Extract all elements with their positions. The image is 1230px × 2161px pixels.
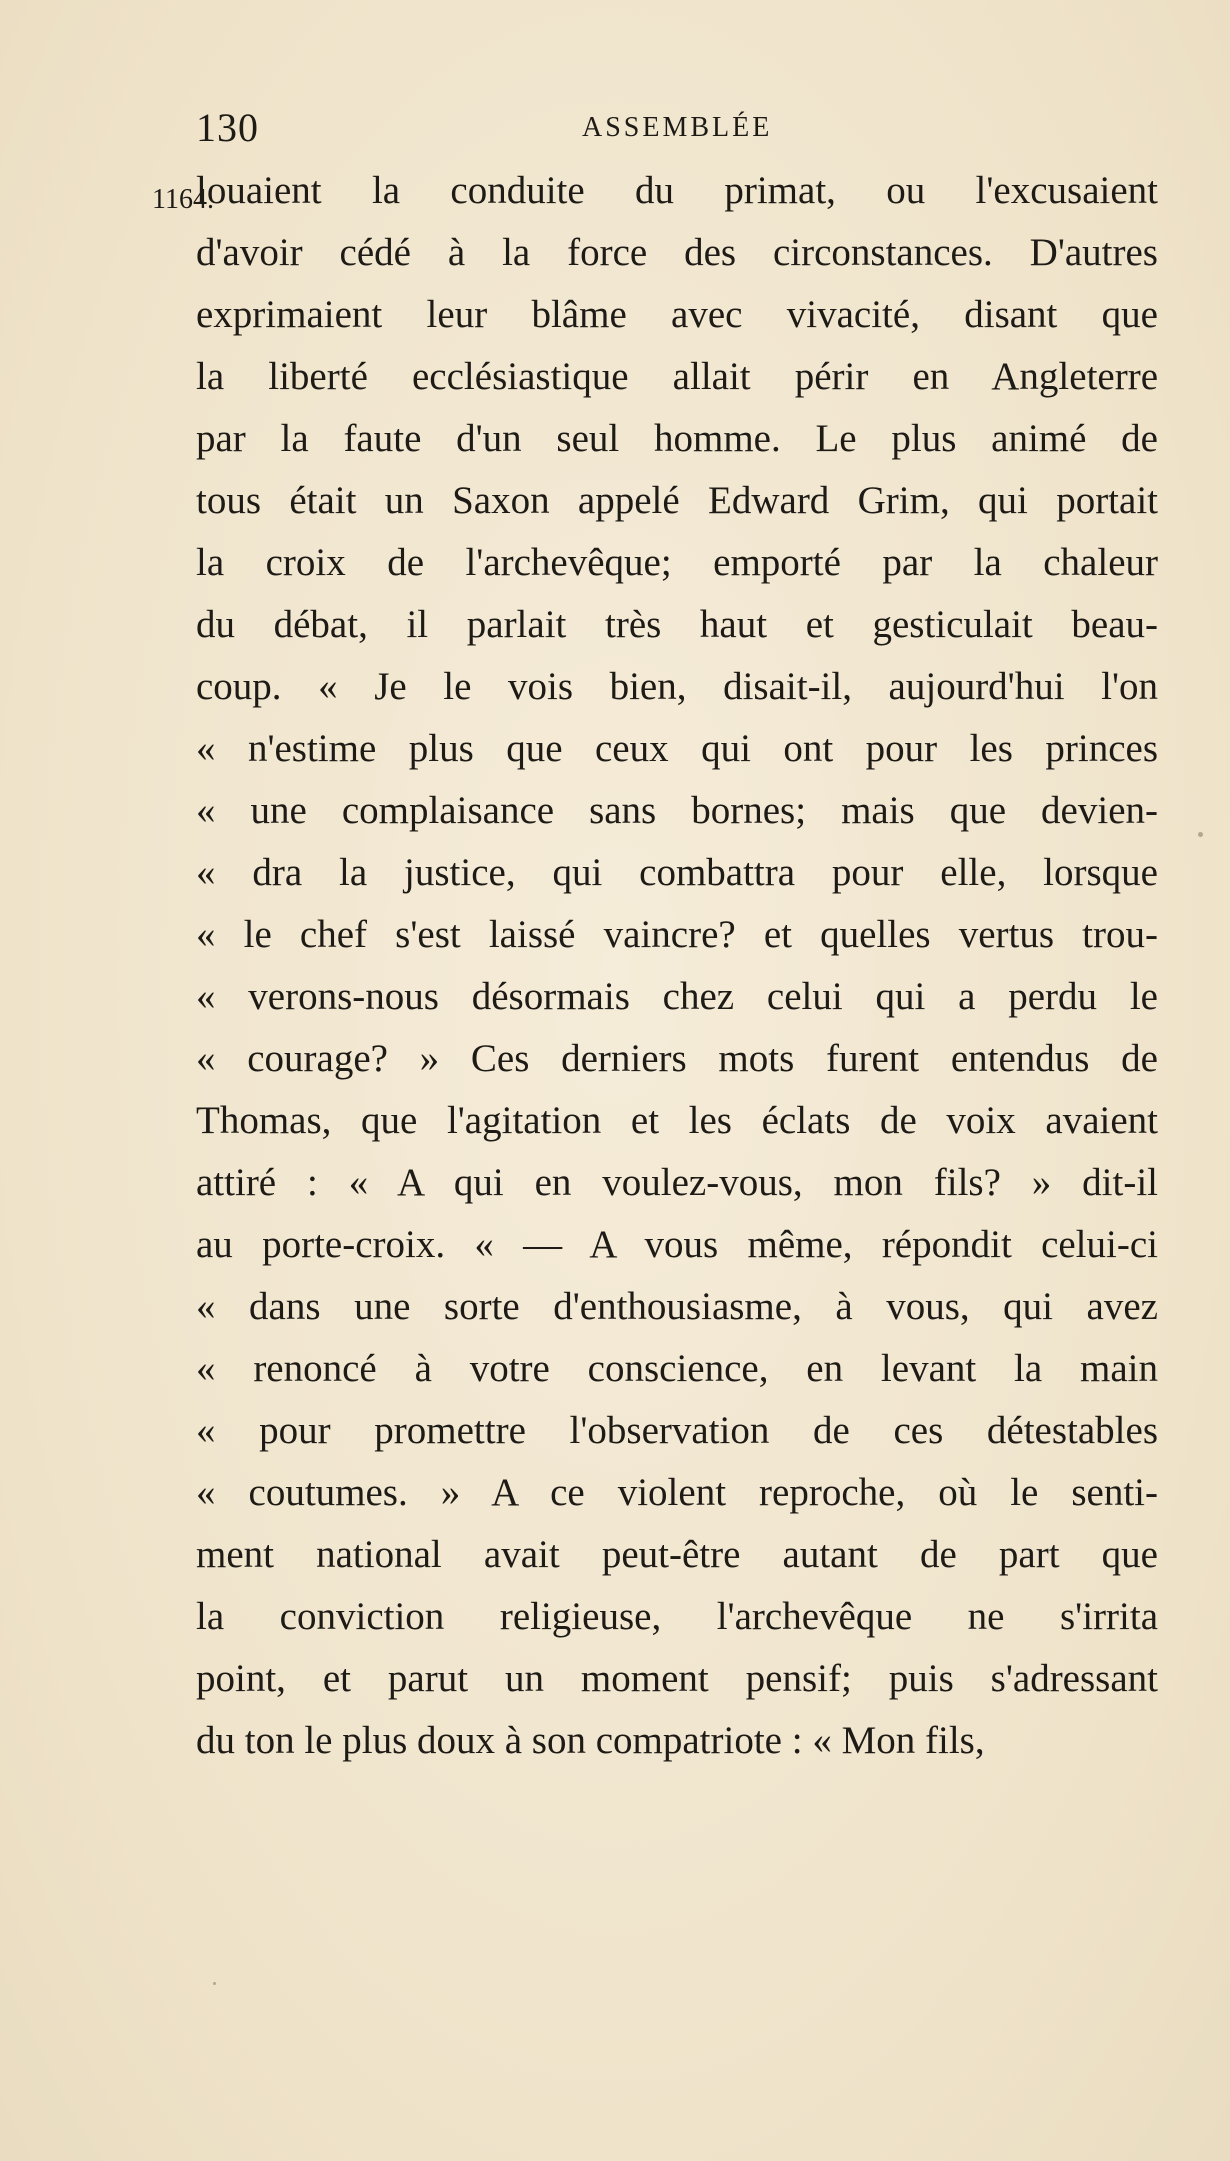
text-line: « coutumes. » A ce violent reproche, où le senti- (196, 1471, 1158, 1514)
paper-speck (1198, 832, 1203, 837)
text-line: du ton le plus doux à son compatriote : « Mon fils, (196, 1719, 985, 1762)
text-line: exprimaient leur blâme avec vivacité, disant que (196, 293, 1158, 336)
text-line: tous était un Saxon appelé Edward Grim, qui portait (196, 479, 1158, 522)
text-line: « verons-nous désormais chez celui qui a perdu le (196, 975, 1158, 1018)
text-line: au porte-croix. « — A vous même, répondit celui-ci (196, 1223, 1158, 1266)
text-line: Thomas, que l'agitation et les éclats de voix avaient (196, 1099, 1158, 1142)
paper-speck (213, 1982, 216, 1985)
text-line: ment national avait peut-être autant de part que (196, 1533, 1158, 1576)
text-line: d'avoir cédé à la force des circonstances. D'autres (196, 231, 1158, 274)
page-header (0, 104, 1230, 154)
text-line: « dra la justice, qui combattra pour elle, lorsque (196, 851, 1158, 894)
text-line: « une complaisance sans bornes; mais que devien- (196, 789, 1158, 832)
text-line: « le chef s'est laissé vaincre? et quelles vertus trou- (196, 913, 1158, 956)
text-line: la liberté ecclésiastique allait périr en Angleterre (196, 355, 1158, 398)
margin-year-note: 1164. (152, 184, 214, 215)
body-text (196, 160, 1158, 1772)
running-head: ASSEMBLÉE (582, 112, 773, 143)
text-line: par la faute d'un seul homme. Le plus animé de (196, 417, 1158, 460)
text-line: « n'estime plus que ceux qui ont pour les princes (196, 727, 1158, 770)
page-number: 130 (196, 105, 259, 150)
text-line: « renoncé à votre conscience, en levant la main (196, 1347, 1158, 1390)
text-line: attiré : « A qui en voulez-vous, mon fils? » dit-il (196, 1161, 1158, 1204)
text-line: point, et parut un moment pensif; puis s'adressant (196, 1657, 1158, 1700)
text-line: « pour promettre l'observation de ces détestables (196, 1409, 1158, 1452)
text-line: la conviction religieuse, l'archevêque ne s'irrita (196, 1595, 1158, 1638)
text-line: « courage? » Ces derniers mots furent entendus de (196, 1037, 1158, 1080)
text-line: la croix de l'archevêque; emporté par la chaleur (196, 541, 1158, 584)
text-line: du débat, il parlait très haut et gesticulait beau- (196, 603, 1158, 646)
text-line: coup. « Je le vois bien, disait-il, aujourd'hui l'on (196, 665, 1158, 708)
text-line: « dans une sorte d'enthousiasme, à vous, qui avez (196, 1285, 1158, 1328)
text-line: louaient la conduite du primat, ou l'excusaient (196, 169, 1158, 212)
